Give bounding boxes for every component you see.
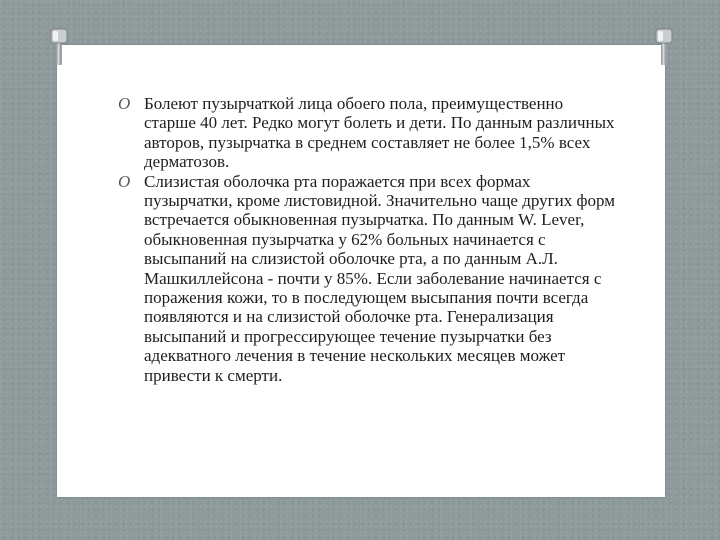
pushpin-icon — [652, 27, 676, 67]
bullet-marker: O — [118, 171, 131, 191]
bullet-text: Слизистая оболочка рта поражается при всех формах пузырчатки, кроме листовидной. Значительно чаще других форм встречается обыкновенная пузырчатка. По данным W. Lever, обыкновенная пузырчатка у 62% больных начинается с высыпаний на слизистой оболочке рта, а по данным А.Л. Машкиллейсона - почти у 85%. Если заболевание начинается с поражения кожи, то в последующем высыпания почти всегда появляются и на слизистой оболочке рта. Генерализация высыпаний и прогрессирующее течение пузырчатки без адекватного лечения в течение нескольких месяцев может привести к смерти. — [144, 171, 615, 385]
bullet-text: Болеют пузырчаткой лица обоего пола, преимущественно старше 40 лет. Редко могут болеть и дети. По данным различных авторов, пузырчатка в среднем составляет не более 1,5% всех дерматозов. — [144, 94, 615, 172]
pushpin-icon — [47, 27, 71, 67]
bullet-item — [82, 94, 617, 172]
bullet-item — [82, 172, 617, 385]
bullet-list — [82, 94, 617, 385]
bullet-marker: O — [118, 94, 131, 113]
